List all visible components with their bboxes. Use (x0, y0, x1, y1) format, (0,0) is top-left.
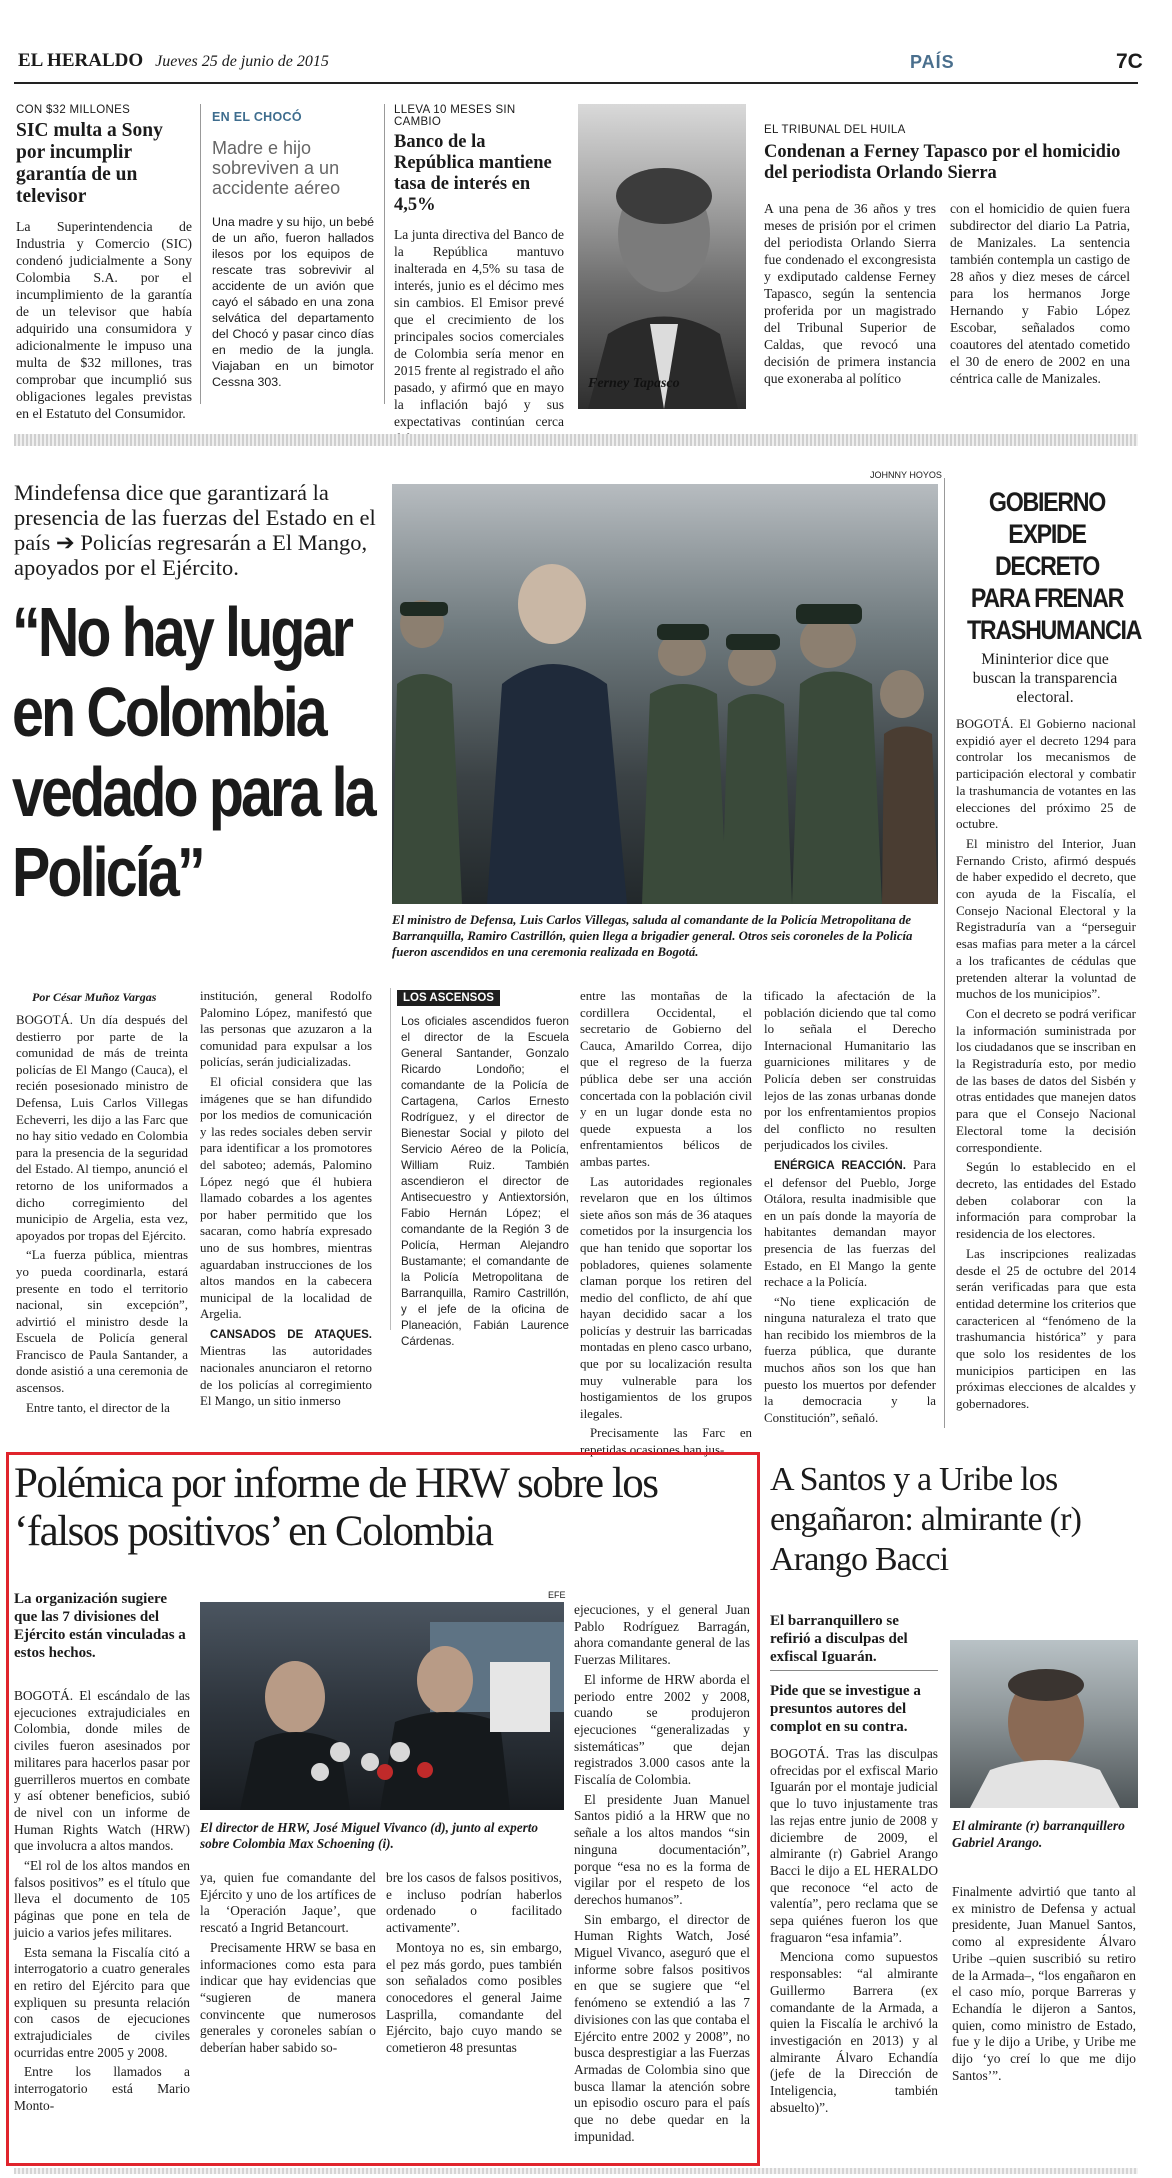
main-column-1 (16, 1012, 188, 1419)
santos-headline: A Santos y a Uribe los engañaron: almirante (r) Arango Bacci (770, 1461, 1082, 1578)
paragraph: Según lo establecido en el decreto, las entidades del Estado deben colaborar con la información para comprobar la residencia de los electores. (956, 1159, 1136, 1242)
section-label: PAÍS (910, 52, 955, 72)
brief-body: Una madre y su hijo, un bebé de un año, fueron hallados ilesos por los equipos de rescate tras sobrevivir al accidente de un avión que cayó el sábado en una zona selvática del departamento del Chocó y pasar cinco días en medio de la jungla. Viajaban en un bimotor Cessna 303. (212, 215, 374, 389)
masthead (18, 50, 1143, 78)
portrait-illustration (578, 104, 746, 409)
santos-sub-1: El barranquillero se refirió a disculpas del exfiscal Iguarán. (770, 1613, 908, 1665)
paragraph: Precisamente las Farc en repetidas ocasiones han jus- (580, 1426, 752, 1458)
brief-kicker: LLEVA 10 MESES SIN CAMBIO (394, 104, 516, 128)
paragraph: Las autoridades regionales revelaron que en los últimos siete años son más de 36 ataques cometidos por la insurgencia los que han tenido que soportar los pobladores, quienes solamente claman porque los retiren del medio del conflicto, de ahí que hayan decidido sacar a los policías y destruir las barricadas montadas en pleno casco urbano, que por su localización resulta muy vulnerable para los hostigamientos de los grupos ilegales. (580, 1174, 752, 1421)
paragraph: Montoya no es, sin embargo, el pez más gordo, pues también son señalados como posibles conocedores el general Jaime Lasprilla, comandante del Ejército, bajo cuyo mando se cometieron 48 presuntas (386, 1939, 562, 2056)
paragraph: Menciona como supuestos responsables: “al almirante Guillermo Barrera (ex comandante de la Armada, a quien la Fiscalía le archivó la investigación en 2013) y al almirante Álvaro Echandía (jefe de la Dirección de Inteligencia, también absuelto)”. (770, 1949, 938, 2115)
main-photo-credit: JOHNNY HOYOS (870, 470, 942, 480)
main-deck: Mindefensa dice que garantizará la presencia de las fuerzas del Estado en el país ➔ Policías regresarán a El Mango, apoyados por el Ejército. (14, 480, 376, 580)
paragraph: BOGOTÁ. El escándalo de las ejecuciones extrajudiciales en Colombia, donde miles de civiles fueron asesinados por militares para hacerlos pasar por guerrilleros muertos en combate y así obtener beneficios, subió de nivel con un informe de Human Rights Watch (HRW) que involucra a altos mandos. (14, 1688, 190, 1854)
divider (384, 104, 385, 404)
paragraph: Las inscripciones realizadas desde el 25 de octubre del 2014 serán verificadas para que esta entidad determine los criterios que caractericen al “fenómeno de la trashumancia histórica” y para que solo los residentes de los municipios participen en las próximas elecciones de alcaldes y gobernadores. (956, 1245, 1136, 1412)
masthead-rule (14, 82, 1138, 84)
ferney-tapasco-photo (578, 104, 746, 409)
issue-date: Jueves 25 de junio de 2015 (155, 53, 329, 70)
hrw-column-2 (200, 1870, 376, 2060)
paragraph: Finalmente advirtió que tanto al ex ministro de Defensa y actual presidente, Juan Manuel Santos, como al expresidente Álvaro Uribe –quien suscribió su retiro de la Armada–, “los engañaron en el caso mío, porque Barreras y Echandía le dijeron a Santos, quien, como ministro de Estado, fue y le dijo a Uribe, y Uribe me dijo ‘yo creí lo que me dijo Santos’”. (952, 1884, 1136, 2083)
subhead: ENÉRGICA REACCIÓN. (774, 1159, 906, 1172)
brief-body: La junta directiva del Banco de la República mantuvo inalterada en 4,5% su tasa de interés, junio es el décimo mes sin cambios. El Emisor prevé que el crecimiento de los principales socios comerciales de Colombia sería menor en 2015 frente al registrado el año pasado, y afirmó que en mayo la inflación bajó y sus expectativas continúan cerca (394, 227, 564, 429)
paragraph: El ministro del Interior, Juan Fernando Cristo, afirmó después de haber expedido el decreto, que con ayuda de la Fiscalía, el Consejo Nacional Electoral y la Registraduría van a “perseguir esas mafias para meter a la cárcel a los traficantes de cédulas que pretenden alterar la voluntad de muchos de los municipios”. (956, 835, 1136, 1002)
santos-column-2 (952, 1884, 1136, 2087)
divider (944, 478, 945, 1428)
box-body: Los oficiales ascendidos fueron el director de la Escuela General Santander, Gonzalo Ricardo Londoño; el comandante de la Policía de Cartagena, Carlos Ernesto Rodríguez, y el director de Bienestar Social y piloto del Servicio Aéreo de la Policía, William Ruiz. También ascendieron el director de Antisecuestro y Antiextorsión, Fabio Hernán López; el comandante de la Región 3 de Policía, Herman Alejandro Bustamante; el comandante de la Policía Metropolitana de Barranquilla, Ramiro Castrillón, y el jefe de la oficina de Planeación, Fabián Laurence Cárdenas. (401, 1015, 569, 1348)
paragraph: El informe de HRW aborda el periodo entre 2002 y 2008, cuando se produjeron ejecuciones “generalizadas y sistemáticas” que dejan registrados 3.000 casos ante la Fiscalía de Colombia. (574, 1671, 750, 1788)
main-headline: “No hay lugar en Colombia vedado para la Policía” (12, 593, 374, 911)
photo-caption: Ferney Tapasco (588, 376, 680, 391)
brief-kicker: EN EL CHOCÓ (212, 110, 302, 124)
subhead-text: Mientras las autoridades nacionales anunciaron el retorno de los policías al corregimiento El Mango, un sitio inmerso (200, 1344, 372, 1409)
santos-column-1 (770, 1746, 938, 2119)
paragraph (764, 1157, 936, 1291)
ascensos-box (390, 988, 569, 1348)
side-headline: GOBIERNO EXPIDE DECRETO PARA FRENAR TRASHUMANCIA (967, 487, 1142, 645)
brief-body-left: A una pena de 36 años y tres meses de prisión por el crimen del periodista Orlando Sierra fue condenado el excongresista y exdiputado caldense Ferney Tapasco, según la sentencia proferida por un magistrado del Tribunal Superior de Caldas, que revocó una decisión de primera instancia que exoneraba al político (764, 201, 936, 386)
arango-photo (950, 1640, 1138, 1808)
brief-title: Madre e hijo sobreviven a un accidente aéreo (212, 138, 341, 198)
paper-name: EL HERALDO (18, 50, 144, 71)
side-body (956, 716, 1136, 1416)
divider (770, 1670, 938, 1671)
hrw-column-1 (14, 1688, 190, 2118)
subhead-text: Para el defensor del Pueblo, Jorge Otálora, resulta inadmisible que en un país donde la mayoría de habitantes demandan mayor presencia de las fuerzas del Estado, en El Mango la gente rechace a la Policía. (764, 1157, 936, 1290)
paragraph: Esta semana la Fiscalía citó a interrogatorio a cuatro generales en retiro del Ejército para que expliquen su presunta relación con casos de ejecuciones extrajudiciales de civiles ocurridas entre 2005 y 2008. (14, 1944, 190, 2060)
paragraph: Con el decreto se podrá verificar la información suministrada por los ciudadanos que se inscriban en la Registraduría esto, por medio de las bases de datos del Sisbén y otras entidades que manejen datos para que el Consejo Nacional Electoral tome la decisión correspondiente. (956, 1005, 1137, 1155)
bottom-divider-band (14, 2168, 1138, 2174)
paragraph: El presidente Juan Manuel Santos pidió a la HRW que no señale a los altos mandos “sin ninguna documentación”, porque “esa no es la forma de vigilar por el respeto de los derechos humanos”. (574, 1791, 750, 1907)
paragraph: “La fuerza pública, mientras yo pueda coordinarla, estará presente en todo el territorio nacional, sin excepción”, advirtió el ministro desde la Escuela de Policía general Francisco de Paula Santander, a donde asistió a una ceremonia de ascensos. (16, 1248, 188, 1396)
paragraph: El oficial considera que las imágenes que se han difundido por los medios de comunicación y las redes sociales deben servir para identificar a los promotores del saboteo; además, Palomino López negó que él hubiera llamado cobardes a los agentes por haber permitido que los sacaran, como habría expresado uno de sus hombres, mientras aguardaban instrucciones de los altos mandos en la cabecera municipal de la localidad de Argelia. (200, 1074, 372, 1322)
paragraph: BOGOTÁ. El Gobierno nacional expidió ayer el decreto 1294 para controlar los mecanismos de participación electoral y combatir la trashumancia de votantes en las elecciones del próximo 25 de octubre. (956, 716, 1136, 832)
paragraph: “No tiene explicación de ninguna naturaleza el trato que han recibido los miembros de la fuerza pública, que durante muchos años son los que han puesto los muertos por defender la democracia y la Constitución”, señaló. (764, 1294, 936, 1425)
brief-title: Condenan a Ferney Tapasco por el homicidio del periodista Orlando Sierra (764, 142, 1121, 183)
main-column-4 (580, 988, 752, 1462)
brief-kicker: EL TRIBUNAL DEL HUILA (764, 124, 906, 136)
paragraph: BOGOTÁ. Tras las disculpas ofrecidas por el exfiscal Mario Iguarán por el montaje judicial que lo tuvo injustamente tras las rejas entre junio de 2008 y diciembre de 2009, el almirante (r) Gabriel Arango Bacci le dijo a EL HERALDO que reconoce “el acto de valentía”, pero reclama que se sepa quiénes fueron los que fraguaron “esa infamia”. (770, 1746, 938, 1945)
section-divider-band (14, 434, 1138, 446)
side-sub: Mininterior dice que buscan la transparencia electoral. (972, 651, 1118, 706)
paragraph: Precisamente HRW se basa en informaciones como esta para indicar que hay evidencias que “sugieren de manera convincente que numerosos generales y coroneles sabían o deberían haber sabido so- (200, 1939, 376, 2056)
brief-body-right: con el homicidio de quien fuera subdirector del diario La Patria, de Manizales. La sentencia también contempla un castigo de 28 años y diez meses de cárcel para los hermanos Jorge Hernando y Fabio López Escobar, señalados como coautores del atentado cometido el 30 de enero de 2002 en una céntrica calle de Manizales. (950, 201, 1130, 386)
hrw-photo-caption: El director de HRW, José Miguel Vivanco (d), junto al experto sobre Colombia Max Schoening (i). (200, 1820, 538, 1852)
press-conference-illustration (200, 1602, 564, 1810)
brief-choco (212, 110, 374, 390)
subhead: CANSADOS DE ATAQUES. (210, 1328, 372, 1341)
brief-sony (16, 104, 192, 422)
paragraph: ejecuciones, y el general Juan Pablo Rodríguez Barragán, ahora comandante general de las Fuerzas Militares. (574, 1602, 750, 1668)
arango-photo-caption: El almirante (r) barranquillero Gabriel Arango. (952, 1818, 1125, 1850)
box-title: LOS ASCENSOS (397, 990, 500, 1006)
brief-kicker: CON $32 MILLONES (16, 104, 131, 116)
ceremony-illustration (392, 484, 938, 904)
paragraph: Entre tanto, el director de la (26, 1400, 170, 1415)
main-byline: Por César Muñoz Vargas (32, 990, 157, 1004)
paragraph: BOGOTÁ. Un día después del destierro por parte de la comunidad de más de treinta policías de El Mango (Cauca), el recién posesionado ministro de Defensa, Luis Carlos Villegas Echeverri, les dijo a las Farc que no hay sitio vedado en Colombia para la presencia de la seguridad del Estado. Al tiempo, anunció el retorno de los uniformados a dicho corregimiento del municipio de Argelia, esta vez, apoyados por tropas del Ejército. (16, 1013, 188, 1243)
hrw-column-3 (386, 1870, 562, 2060)
paragraph: Sin embargo, el director de Human Rights Watch, José Miguel Vivanco, aseguró que el informe sobre falsos positivos en que se sugiere que “el fenómeno se extendió a las 7 divisiones con las que contaba el Ejército entre 2002 y 2008”, no busca desprestigiar a las Fuerzas Armadas de Colombia sino que busca llamar la atención sobre un episodio oscuro para el país que no debe quedar en la impunidad. (574, 1911, 750, 2144)
santos-sub-2: Pide que se investigue a presuntos autores del complot en su contra. (770, 1683, 921, 1735)
brief-title: Banco de la República mantiene tasa de interés en 4,5% (394, 132, 552, 215)
paragraph: ya, quien fue comandante del Ejército y uno de los artífices de la ‘Operación Jaque’, que rescató a Ingrid Betancourt. (200, 1870, 376, 1936)
hrw-headline: Polémica por informe de HRW sobre los ‘falsos positivos’ en Colombia (14, 1460, 658, 1555)
main-column-5 (764, 988, 936, 1429)
paragraph: “El rol de los altos mandos en falsos positivos” es el título que lleva el documento de 105 páginas que pone en tela de juicio a varios jefes militares. (14, 1858, 190, 1940)
brief-title: SIC multa a Sony por incumplir garantía de un televisor (16, 120, 163, 207)
page-number: 7C (1116, 50, 1143, 73)
hrw-sub: La organización sugiere que las 7 divisiones del Ejército están vinculadas a estos hechos. (14, 1591, 186, 1661)
brief-tapasco (764, 124, 1134, 386)
portrait-illustration (950, 1640, 1138, 1808)
hrw-press-photo (200, 1602, 564, 1810)
paragraph: institución, general Rodolfo Palomino López, manifestó que las personas que azuzaron a la comunidad para expulsar a los policías, serán judicializadas. (200, 989, 372, 1070)
hrw-column-4 (574, 1602, 750, 2149)
paragraph: Entre los llamados a interrogatorio está Mario Monto- (14, 2064, 190, 2113)
paragraph: entre las montañas de la cordillera Occidental, el secretario de Gobierno del Cauca, Amarildo Correa, dijo que el regreso de la fuerza pública debe ser una acción concertada con la población civil y en un lugar donde esta no quede expuesta a los enfrentamientos bélicos de ambas partes. (580, 989, 752, 1169)
paragraph: tificado la afectación de la población diciendo que tal como lo señala el Derecho Internacional Humanitario las guarniciones militares y de Policía deben ser construidas lejos de las zonas urbanas donde por los enfrentamientos propios del conflicto no resulten perjudicados los civiles. (764, 989, 936, 1153)
divider (200, 104, 201, 404)
hrw-photo-credit: EFE (548, 1590, 566, 1600)
main-photo-caption: El ministro de Defensa, Luis Carlos Villegas, saluda al comandante de la Policía Metropolitana de Barranquilla, Ramiro Castrillón, quien llega a brigadier general. Otros seis coroneles de la Policía fueron ascendidos en una ceremonia realizada en Bogotá. (392, 913, 913, 959)
main-column-2 (200, 988, 372, 1413)
brief-body: La Superintendencia de Industria y Comercio (SIC) condenó judicialmente a Sony Colombia S.A. por el incumplimiento de la garantía de un televisor que había adquirido una consumidora y adicionalmente le impuso una multa de $32 millones, tras comprobar que incumplió sus obligaciones legales previstas en el Estatuto del Consumidor. (16, 219, 192, 421)
paragraph: bre los casos de falsos positivos, e incluso podrían haberlos ordenado o facilitado activamente”. (386, 1870, 562, 1936)
paragraph (200, 1326, 372, 1410)
ceremony-photo (392, 484, 938, 904)
brief-banrep (394, 104, 564, 447)
